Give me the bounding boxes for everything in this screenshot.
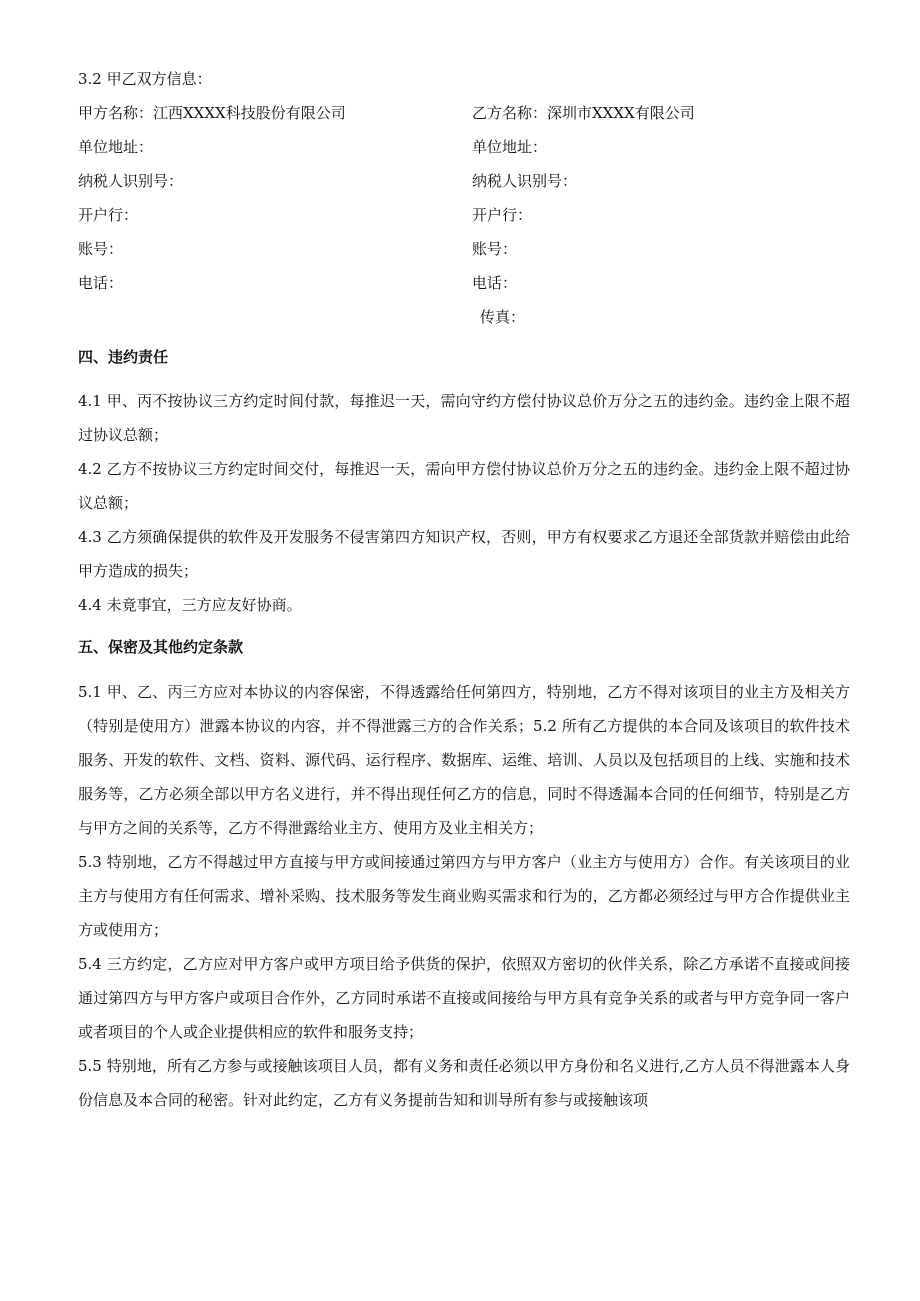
party-b-bank: 开户行：	[472, 206, 533, 224]
section-4-heading: 四、违约责任	[78, 348, 169, 366]
party-info-row	[78, 164, 850, 198]
clause-4-3: 4.3 乙方须确保提供的软件及开发服务不侵害第四方知识产权，否则，甲方有权要求乙方退还全部货款并赔偿由此给甲方造成的损失；	[78, 528, 850, 580]
document-page	[78, 62, 850, 1117]
party-info-row	[78, 300, 850, 334]
party-a-bank: 开户行：	[78, 206, 139, 224]
party-b-fax: 传真：	[480, 308, 526, 326]
section-5-heading: 五、保密及其他约定条款	[78, 638, 244, 656]
party-info-row	[78, 232, 850, 266]
party-a-tax-id: 纳税人识别号：	[78, 172, 184, 190]
party-info-row	[78, 130, 850, 164]
clause-4-1: 4.1 甲、丙不按协议三方约定时间付款，每推迟一天，需向守约方偿付协议总价万分之五的违约金。违约金上限不超过协议总额；	[78, 392, 850, 444]
party-info-row	[78, 198, 850, 232]
clause-5-1: 5.1 甲、乙、丙三方应对本协议的内容保密，不得透露给任何第四方，特别地，乙方不得对该项目的业主方及相关方（特别是使用方）泄露本协议的内容，并不得泄露三方的合作关系；5.2 所有乙方提供的本合同及该项目的软件技术服务、开发的软件、文档、资料、源代码、运行程序、数据库、运维、培训、人员以及包括项目的上线、实施和技术服务等，乙方必须全部以甲方名义进行，并不得出现任何乙方的信息，同时不得透漏本合同的任何细节，特别是乙方与甲方之间的关系等，乙方不得泄露给业主方、使用方及业主相关方；	[78, 683, 850, 837]
party-b-account: 账号：	[472, 240, 518, 258]
party-a-phone: 电话：	[78, 274, 124, 292]
party-a-account: 账号：	[78, 240, 124, 258]
clause-4-4: 4.4 未竟事宜，三方应友好协商。	[78, 596, 302, 614]
party-info-row	[78, 266, 850, 300]
party-b-phone: 电话：	[472, 274, 518, 292]
party-a-name: 甲方名称：江西XXXX科技股份有限公司	[78, 104, 346, 122]
clause-5-4: 5.4 三方约定，乙方应对甲方客户或甲方项目给予供货的保护，依照双方密切的伙伴关系，除乙方承诺不直接或间接通过第四方与甲方客户或项目合作外，乙方同时承诺不直接或间接给与甲方具有竞争关系的或者与甲方竞争同一客户或者项目的个人或企业提供相应的软件和服务支持；	[78, 955, 850, 1041]
clause-4-2: 4.2 乙方不按协议三方约定时间交付，每推迟一天，需向甲方偿付协议总价万分之五的违约金。违约金上限不超过协议总额；	[78, 460, 850, 512]
party-b-address: 单位地址：	[472, 138, 548, 156]
clause-5-3: 5.3 特别地，乙方不得越过甲方直接与甲方或间接通过第四方与甲方客户（业主方与使用方）合作。有关该项目的业主方与使用方有任何需求、增补采购、技术服务等发生商业购买需求和行为的，乙方都必须经过与甲方合作提供业主方或使用方；	[78, 853, 850, 939]
party-a-address: 单位地址：	[78, 138, 154, 156]
party-info-grid	[78, 96, 850, 334]
party-b-tax-id: 纳税人识别号：	[472, 172, 578, 190]
party-info-row	[78, 96, 850, 130]
clause-5-5: 5.5 特别地，所有乙方参与或接触该项目人员，都有义务和责任必须以甲方身份和名义进行,乙方人员不得泄露本人身份信息及本合同的秘密。针对此约定，乙方有义务提前告知和训导所有参与或接触该项	[78, 1057, 850, 1109]
section-3-2-title: 3.2 甲乙双方信息：	[78, 70, 212, 88]
party-b-name: 乙方名称：深圳市XXXX有限公司	[472, 104, 695, 122]
